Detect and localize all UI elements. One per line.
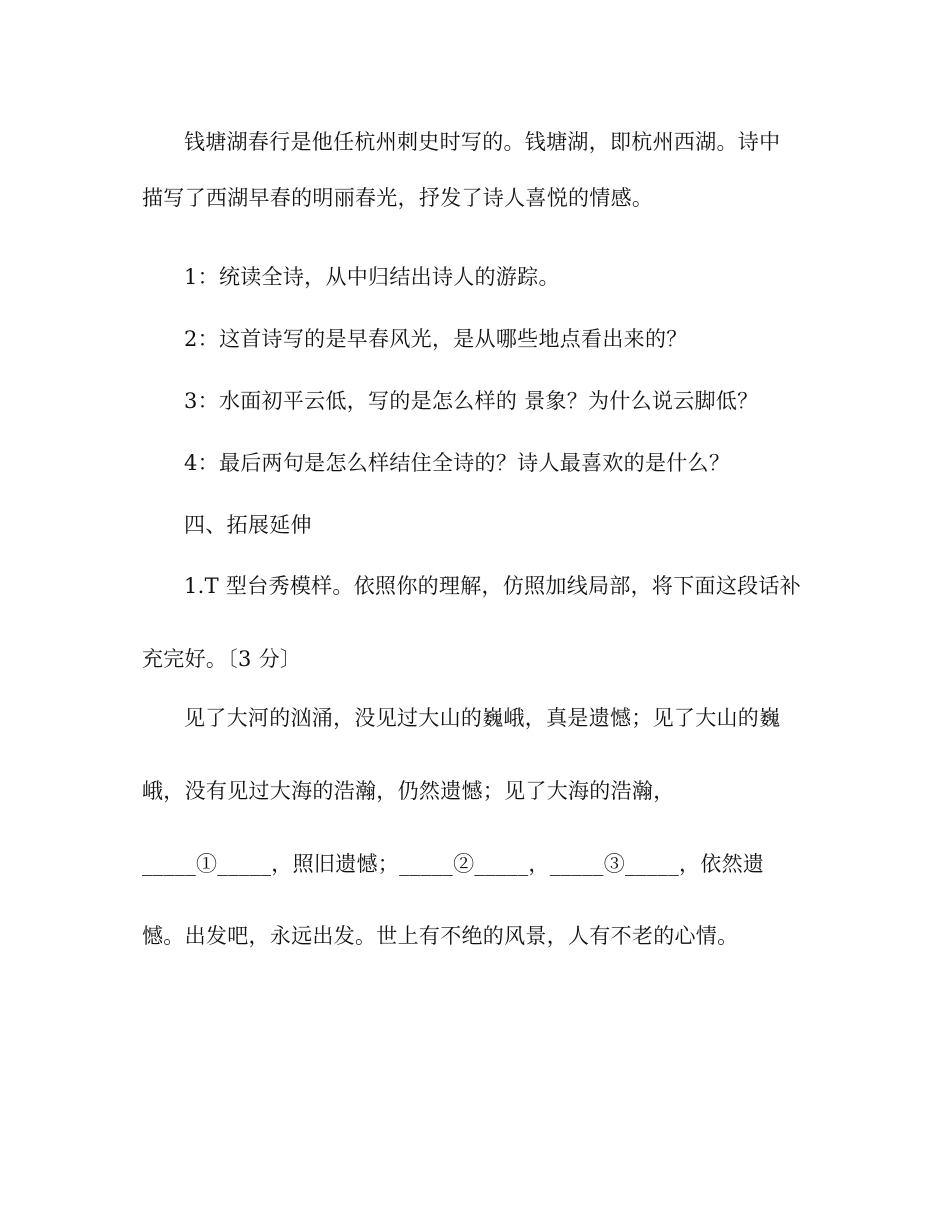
- passage-line-3-blanks: _____①_____，照旧遗憾；_____②_____，_____③_____，依然遗: [142, 852, 765, 876]
- exercise-1-line-2: 充完好。〔3 分〕: [142, 647, 302, 671]
- section-heading: 四、拓展延伸: [184, 513, 312, 537]
- passage-line-4: 憾。出发吧，永远出发。世上有不绝的风景，人有不老的心情。: [142, 924, 739, 948]
- question-3: 3：水面初平云低，写的是怎么样的 景象？为什么说云脚低？: [184, 389, 759, 413]
- passage-line-2: 峨，没有见过大海的浩瀚，仍然遗憾；见了大海的浩瀚，: [142, 779, 675, 803]
- question-1: 1：统读全诗，从中归结出诗人的游踪。: [184, 265, 560, 289]
- passage-line-1: 见了大河的汹涌，没见过大山的巍峨，真是遗憾；见了大山的巍: [184, 706, 781, 730]
- exercise-1-line-1: 1.T 型台秀模样。依照你的理解，仿照加线局部，将下面这段话补: [184, 574, 802, 598]
- question-4: 4：最后两句是怎么样结住全诗的？诗人最喜欢的是什么？: [184, 451, 731, 475]
- question-2: 2：这首诗写的是早春风光，是从哪些地点看出来的？: [184, 327, 688, 351]
- paragraph-intro-line-2: 描写了西湖早春的明丽春光，抒发了诗人喜悦的情感。: [142, 186, 654, 210]
- paragraph-intro-line-1: 钱塘湖春行是他任杭州刺史时写的。钱塘湖，即杭州西湖。诗中: [184, 130, 781, 154]
